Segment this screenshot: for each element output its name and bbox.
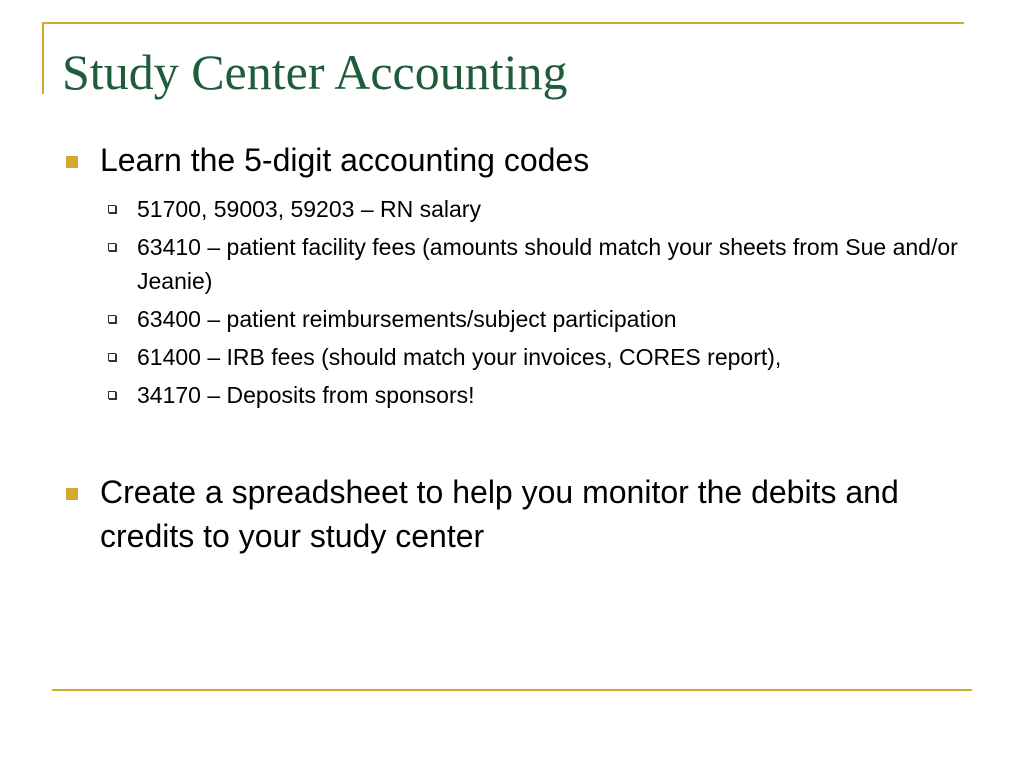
bullet-accounting-codes [62,138,962,182]
frame-bottom-line [52,689,972,691]
list-item-text: 63410 – patient facility fees (amounts should match your sheets from Sue and/or Jeanie) [137,234,958,294]
frame-left-line [42,22,44,94]
hollow-square-bullet-icon [108,391,116,399]
slide-title: Study Center Accounting [62,44,568,100]
bullet-spreadsheet [62,470,962,558]
list-item-text: 51700, 59003, 59203 – RN salary [137,196,481,222]
hollow-square-bullet-icon [108,353,116,361]
list-item [62,378,962,412]
square-bullet-icon [66,488,78,500]
accounting-codes-list [62,192,962,412]
bullet-text: Create a spreadsheet to help you monitor the debits and credits to your study center [100,474,899,554]
list-item [62,340,962,374]
list-item [62,230,962,298]
bullet-text: Learn the 5-digit accounting codes [100,142,590,178]
hollow-square-bullet-icon [108,315,116,323]
list-item [62,192,962,226]
list-item-text: 63400 – patient reimbursements/subject participation [137,306,677,332]
slide-content [62,138,962,558]
list-item-text: 34170 – Deposits from sponsors! [137,382,475,408]
hollow-square-bullet-icon [108,205,116,213]
list-item [62,302,962,336]
hollow-square-bullet-icon [108,243,116,251]
frame-top-line [42,22,964,24]
list-item-text: 61400 – IRB fees (should match your invoices, CORES report), [137,344,782,370]
square-bullet-icon [66,156,78,168]
